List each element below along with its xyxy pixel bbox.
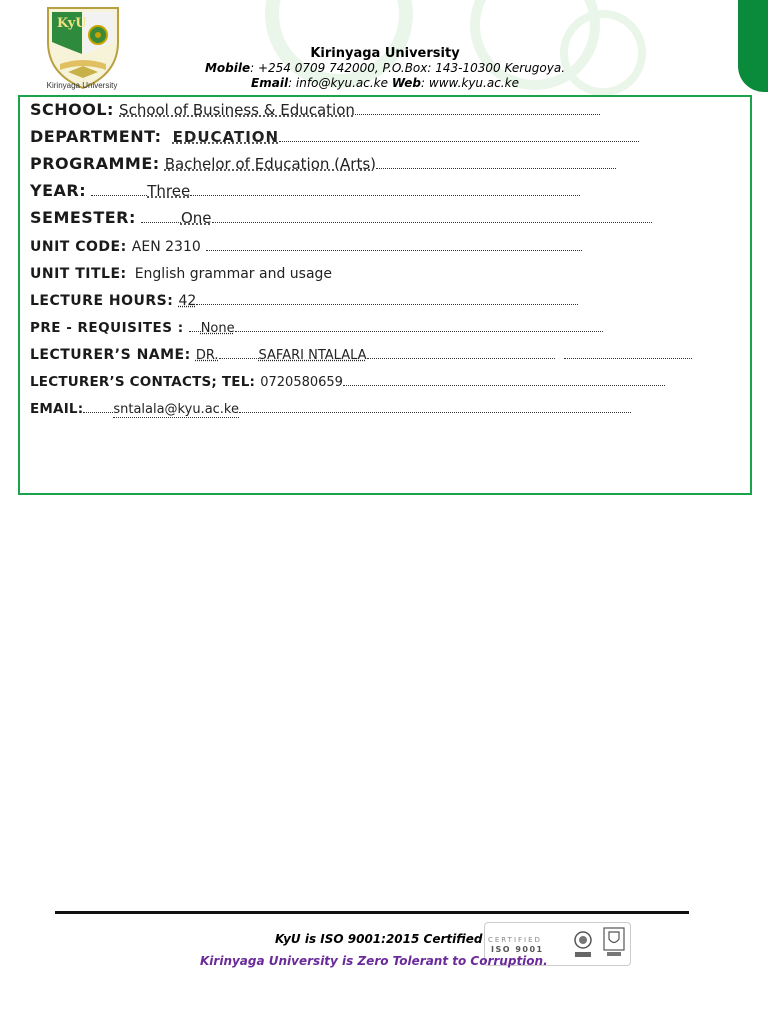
university-name: Kirinyaga University — [310, 46, 460, 61]
year-value: Three — [147, 182, 191, 200]
contact-line — [150, 61, 620, 76]
semester-value: One — [180, 209, 212, 227]
dotted-fill — [376, 158, 616, 169]
unit-title-label: UNIT TITLE: — [30, 266, 127, 282]
email-label: Email — [251, 76, 289, 90]
unit-title-value: English grammar and usage — [134, 266, 333, 282]
iso-certified-text: KyU is ISO 9001:2015 Certified — [275, 932, 483, 946]
mobile-label: Mobile — [204, 61, 251, 75]
programme-row — [30, 154, 616, 173]
lecturer-contacts-label: LECTURER’S CONTACTS; TEL: — [30, 374, 256, 390]
dotted-fill — [219, 348, 259, 359]
programme-label: PROGRAMME: — [30, 154, 160, 173]
school-label: SCHOOL: — [30, 100, 114, 119]
web-label: Web — [391, 76, 422, 90]
lecturer-title-value: DR. — [195, 348, 219, 363]
dotted-fill — [196, 294, 578, 305]
dotted-fill — [141, 212, 181, 223]
corner-green-tab — [738, 0, 768, 92]
lecture-hours-row — [30, 290, 578, 309]
school-row — [30, 100, 600, 119]
prerequisites-row — [30, 317, 603, 336]
department-row — [30, 127, 639, 146]
dotted-fill — [206, 240, 582, 251]
lecturer-name-value: SAFARI NTALALA — [258, 348, 367, 363]
unit-code-value: AEN 2310 — [131, 239, 201, 255]
dotted-fill — [239, 402, 631, 413]
dotted-fill — [355, 104, 600, 115]
web-text: : www.kyu.ac.ke — [421, 76, 519, 90]
bureau-veritas-seal-icon — [573, 929, 593, 959]
email-field-value: sntalala@kyu.ac.ke — [113, 402, 239, 417]
lecturer-contacts-row — [30, 371, 665, 390]
lecture-hours-value: 42 — [178, 293, 197, 309]
cert-iso: ISO 9001 — [491, 945, 544, 954]
prerequisites-value: None — [200, 321, 235, 336]
lecturer-name-label: LECTURER’S NAME: — [30, 347, 191, 363]
letterhead — [150, 46, 620, 91]
prerequisites-label: PRE - REQUISITES : — [30, 320, 184, 336]
lecturer-name-row — [30, 344, 692, 363]
dotted-fill — [235, 321, 603, 332]
zero-tolerance-text: Kirinyaga University is Zero Tolerant to Corruption. — [200, 954, 548, 968]
unit-code-row — [30, 236, 582, 255]
footer-rule — [55, 911, 689, 914]
ukas-mark-icon — [603, 927, 625, 959]
year-row — [30, 181, 580, 200]
mobile-text: : +254 0709 742000, P.O.Box: 143-10300 Kerugoya. — [250, 61, 566, 75]
email-text: : info@kyu.ac.ke — [288, 76, 392, 90]
dotted-fill — [279, 131, 639, 142]
email-field-label: EMAIL: — [30, 401, 84, 417]
department-label: DEPARTMENT: — [30, 127, 162, 146]
semester-row — [30, 208, 652, 227]
lecturer-tel-value: 0720580659 — [260, 375, 343, 390]
department-value: EDUCATION — [172, 128, 280, 146]
university-logo — [38, 2, 128, 92]
email-row — [30, 398, 631, 417]
school-value: School of Business & Education — [119, 101, 355, 119]
dotted-fill — [367, 348, 555, 359]
dotted-fill — [212, 212, 652, 223]
dotted-fill — [564, 348, 692, 359]
unit-code-label: UNIT CODE: — [30, 239, 127, 255]
logo-monogram-k: KyU — [57, 16, 87, 31]
dotted-fill — [83, 402, 113, 413]
dotted-fill — [189, 321, 201, 332]
dotted-fill — [343, 375, 665, 386]
dotted-fill — [190, 185, 580, 196]
year-label: YEAR: — [30, 181, 87, 200]
cert-label: CERTIFIED — [488, 936, 542, 944]
logo-caption: Kirinyaga University — [46, 81, 118, 90]
email-web-line — [150, 76, 620, 91]
programme-value: Bachelor of Education (Arts) — [164, 155, 376, 173]
unit-title-row — [30, 263, 332, 282]
lecture-hours-label: LECTURE HOURS: — [30, 293, 174, 309]
dotted-fill — [91, 185, 147, 196]
unit-info-box — [18, 95, 752, 495]
semester-label: SEMESTER: — [30, 208, 136, 227]
